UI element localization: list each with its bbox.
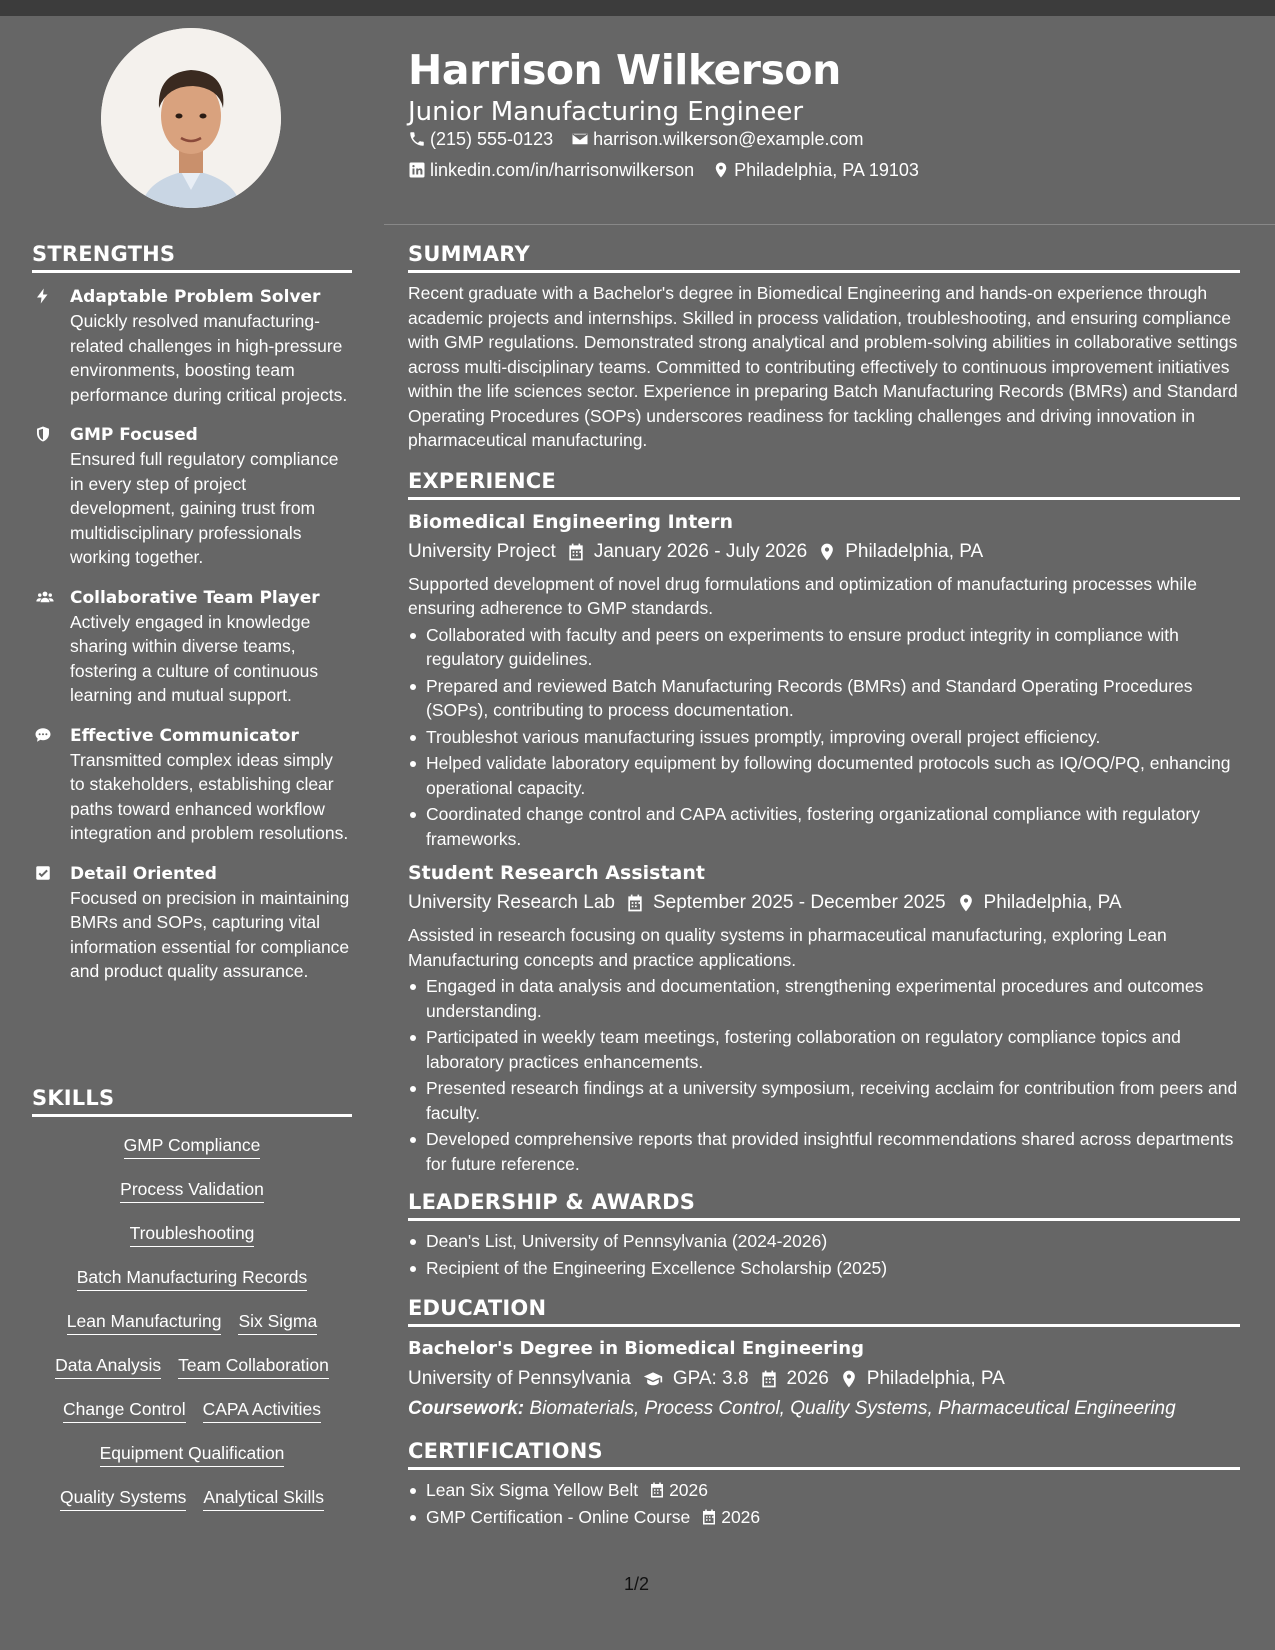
skill-tag: Lean Manufacturing <box>67 1310 222 1335</box>
strengths-heading: STRENGTHS <box>32 242 352 273</box>
cert-name: Lean Six Sigma Yellow Belt <box>426 1480 639 1500</box>
main-column <box>408 242 1240 1545</box>
skill-tag: Change Control <box>63 1398 186 1423</box>
list-item: Dean's List, University of Pennsylvania (2024-2026) <box>408 1229 1240 1254</box>
gpa: GPA: 3.8 <box>672 1368 749 1389</box>
job-title: Student Research Assistant <box>408 862 705 884</box>
job-dates: September 2025 - December 2025 <box>652 892 946 913</box>
degree-title: Bachelor's Degree in Biomedical Engineering <box>408 1338 864 1359</box>
skills-section <box>32 1086 352 1511</box>
skill-tag: GMP Compliance <box>124 1134 261 1159</box>
job-bullets <box>408 974 1240 1176</box>
skill-tag: Equipment Qualification <box>100 1442 285 1467</box>
calendar-icon <box>625 893 645 913</box>
skill-tag: Troubleshooting <box>130 1222 255 1247</box>
calendar-icon <box>759 1369 779 1389</box>
job-dates: January 2026 - July 2026 <box>593 540 808 562</box>
job-meta <box>408 887 1240 919</box>
calendar-icon <box>648 1481 666 1499</box>
calendar-icon <box>700 1508 718 1526</box>
awards-section <box>408 1190 1240 1280</box>
bolt-icon <box>32 285 70 407</box>
contact-email[interactable]: harrison.wilkerson@example.com <box>571 127 863 151</box>
job-location: Philadelphia, PA <box>983 892 1122 913</box>
calendar-icon <box>566 542 586 562</box>
graduation-cap-icon <box>641 1369 665 1389</box>
map-pin-icon <box>817 542 837 562</box>
cert-year: 2026 <box>721 1506 761 1527</box>
job-description: Supported development of novel drug formulations and optimization of manufacturing processes while ensuring adherence to GMP standards. <box>408 573 1197 618</box>
list-item <box>408 1478 1240 1503</box>
header-divider <box>384 224 1275 225</box>
map-pin-icon <box>956 893 976 913</box>
list-item <box>408 1505 1240 1530</box>
list-item: Presented research findings at a university symposium, receiving acclaim for contribution from peers and faculty. <box>408 1076 1240 1125</box>
education-meta <box>408 1363 1240 1395</box>
strengths-section <box>32 242 352 1000</box>
certifications-heading: CERTIFICATIONS <box>408 1439 1240 1470</box>
certifications-list <box>408 1478 1240 1529</box>
summary-text: Recent graduate with a Bachelor's degree in Biomedical Engineering and hands-on experience through academic projects and internships. Skilled in process validation, troubleshooting, and ensuring compliance with GMP regulations. Demonstrated strong analytical and problem-solving abilities in collaborative settings across multi-disciplinary teams. Committed to contributing effectively to continuous improvement initiatives within the life sciences sector. Experience in preparing Batch Manufacturing Records (BMRs) and Standard Operating Procedures (SOPs) underscores readiness for tackling challenges and driving innovation in pharmaceutical manufacturing. <box>408 283 1238 450</box>
skills-list <box>32 1129 352 1511</box>
education-section <box>408 1296 1240 1423</box>
list-item: Prepared and reviewed Batch Manufacturing Records (BMRs) and Standard Operating Procedures (SOPs), contributing to process documentation. <box>408 674 1240 723</box>
list-item: Participated in weekly team meetings, fostering collaboration on regulatory compliance topics and laboratory practices enhancements. <box>408 1025 1240 1074</box>
strength-item: Effective Communicator Transmitted complex ideas simply to stakeholders, establishing clear paths toward enhanced workflow integration and problem resolutions. <box>32 724 352 846</box>
top-bar <box>0 0 1275 16</box>
job-location: Philadelphia, PA <box>845 540 984 562</box>
list-item: Coordinated change control and CAPA activities, fostering organizational compliance with regulatory frameworks. <box>408 802 1240 851</box>
certifications-section <box>408 1439 1240 1529</box>
job-bullets <box>408 623 1240 852</box>
list-item: Recipient of the Engineering Excellence Scholarship (2025) <box>408 1256 1240 1281</box>
skill-tag: Analytical Skills <box>203 1486 324 1511</box>
cert-name: GMP Certification - Online Course <box>426 1506 691 1527</box>
job-description: Assisted in research focusing on quality systems in pharmaceutical manufacturing, exploring Lean Manufacturing concepts and practice applications. <box>408 925 1167 970</box>
skill-tag: Quality Systems <box>60 1486 186 1511</box>
skill-tag: Process Validation <box>120 1178 264 1203</box>
shield-icon <box>32 423 70 570</box>
awards-list <box>408 1229 1240 1280</box>
users-icon <box>32 586 70 708</box>
phone-icon <box>408 130 426 148</box>
skill-tag: Team Collaboration <box>178 1354 329 1379</box>
summary-section <box>408 242 1240 453</box>
candidate-role: Junior Manufacturing Engineer <box>408 97 804 127</box>
map-pin-icon <box>712 161 730 179</box>
education-heading: EDUCATION <box>408 1296 1240 1327</box>
strength-item: Adaptable Problem Solver Quickly resolved manufacturing-related challenges in high-pressure environments, boosting team performance during critical projects. <box>32 285 352 407</box>
page-number: 1/2 <box>624 1574 650 1594</box>
summary-heading: SUMMARY <box>408 242 1240 273</box>
skills-heading: SKILLS <box>32 1086 352 1117</box>
experience-heading: EXPERIENCE <box>408 469 1240 500</box>
job-meta <box>408 536 1240 568</box>
skill-tag: Six Sigma <box>238 1310 317 1335</box>
skill-tag: CAPA Activities <box>203 1398 321 1423</box>
linkedin-icon <box>408 161 426 179</box>
contact-phone[interactable]: (215) 555-0123 <box>408 127 553 151</box>
awards-heading: LEADERSHIP & AWARDS <box>408 1190 1240 1221</box>
school-name: University of Pennsylvania <box>408 1368 631 1389</box>
list-item: Helped validate laboratory equipment by following documented protocols such as IQ/OQ/PQ, enhancing operational capacity. <box>408 751 1240 800</box>
skill-tag: Batch Manufacturing Records <box>77 1266 308 1291</box>
cert-year: 2026 <box>669 1480 709 1500</box>
strength-item: Collaborative Team Player Actively engaged in knowledge sharing within diverse teams, fostering a culture of continuous learning and mutual support. <box>32 586 352 708</box>
strength-item: GMP Focused Ensured full regulatory compliance in every step of project development, gaining trust from multidisciplinary professionals working together. <box>32 423 352 570</box>
skill-tag: Data Analysis <box>55 1354 161 1379</box>
map-pin-icon <box>839 1369 859 1389</box>
graduation-year: 2026 <box>786 1368 829 1389</box>
comment-icon <box>32 724 70 846</box>
list-item: Troubleshot various manufacturing issues promptly, improving overall project efficiency. <box>408 725 1240 750</box>
contact-row-2 <box>408 158 919 182</box>
strength-item: Detail Oriented Focused on precision in maintaining BMRs and SOPs, capturing vital information essential for compliance and product quality assurance. <box>32 862 352 984</box>
job-entry <box>408 859 1240 1176</box>
candidate-name: Harrison Wilkerson <box>408 46 841 94</box>
contact-location: Philadelphia, PA 19103 <box>712 158 919 182</box>
job-org: University Project <box>408 540 556 562</box>
list-item: Collaborated with faculty and peers on experiments to ensure product integrity in compliance with regulatory guidelines. <box>408 623 1240 672</box>
list-item: Developed comprehensive reports that provided insightful recommendations shared across departments for future reference. <box>408 1127 1240 1176</box>
checkbox-icon <box>32 862 70 984</box>
list-item: Engaged in data analysis and documentation, strengthening experimental procedures and outcomes understanding. <box>408 974 1240 1023</box>
job-org: University Research Lab <box>408 892 615 913</box>
contact-row-1 <box>408 127 863 151</box>
job-title: Biomedical Engineering Intern <box>408 510 734 533</box>
contact-linkedin[interactable]: linkedin.com/in/harrisonwilkerson <box>408 158 694 182</box>
experience-section <box>408 469 1240 1177</box>
envelope-icon <box>571 130 589 148</box>
profile-photo <box>101 28 281 208</box>
school-location: Philadelphia, PA <box>866 1368 1005 1389</box>
coursework: Coursework: Biomaterials, Process Control, Quality Systems, Pharmaceutical Engineering <box>408 1398 1176 1419</box>
job-entry <box>408 508 1240 852</box>
